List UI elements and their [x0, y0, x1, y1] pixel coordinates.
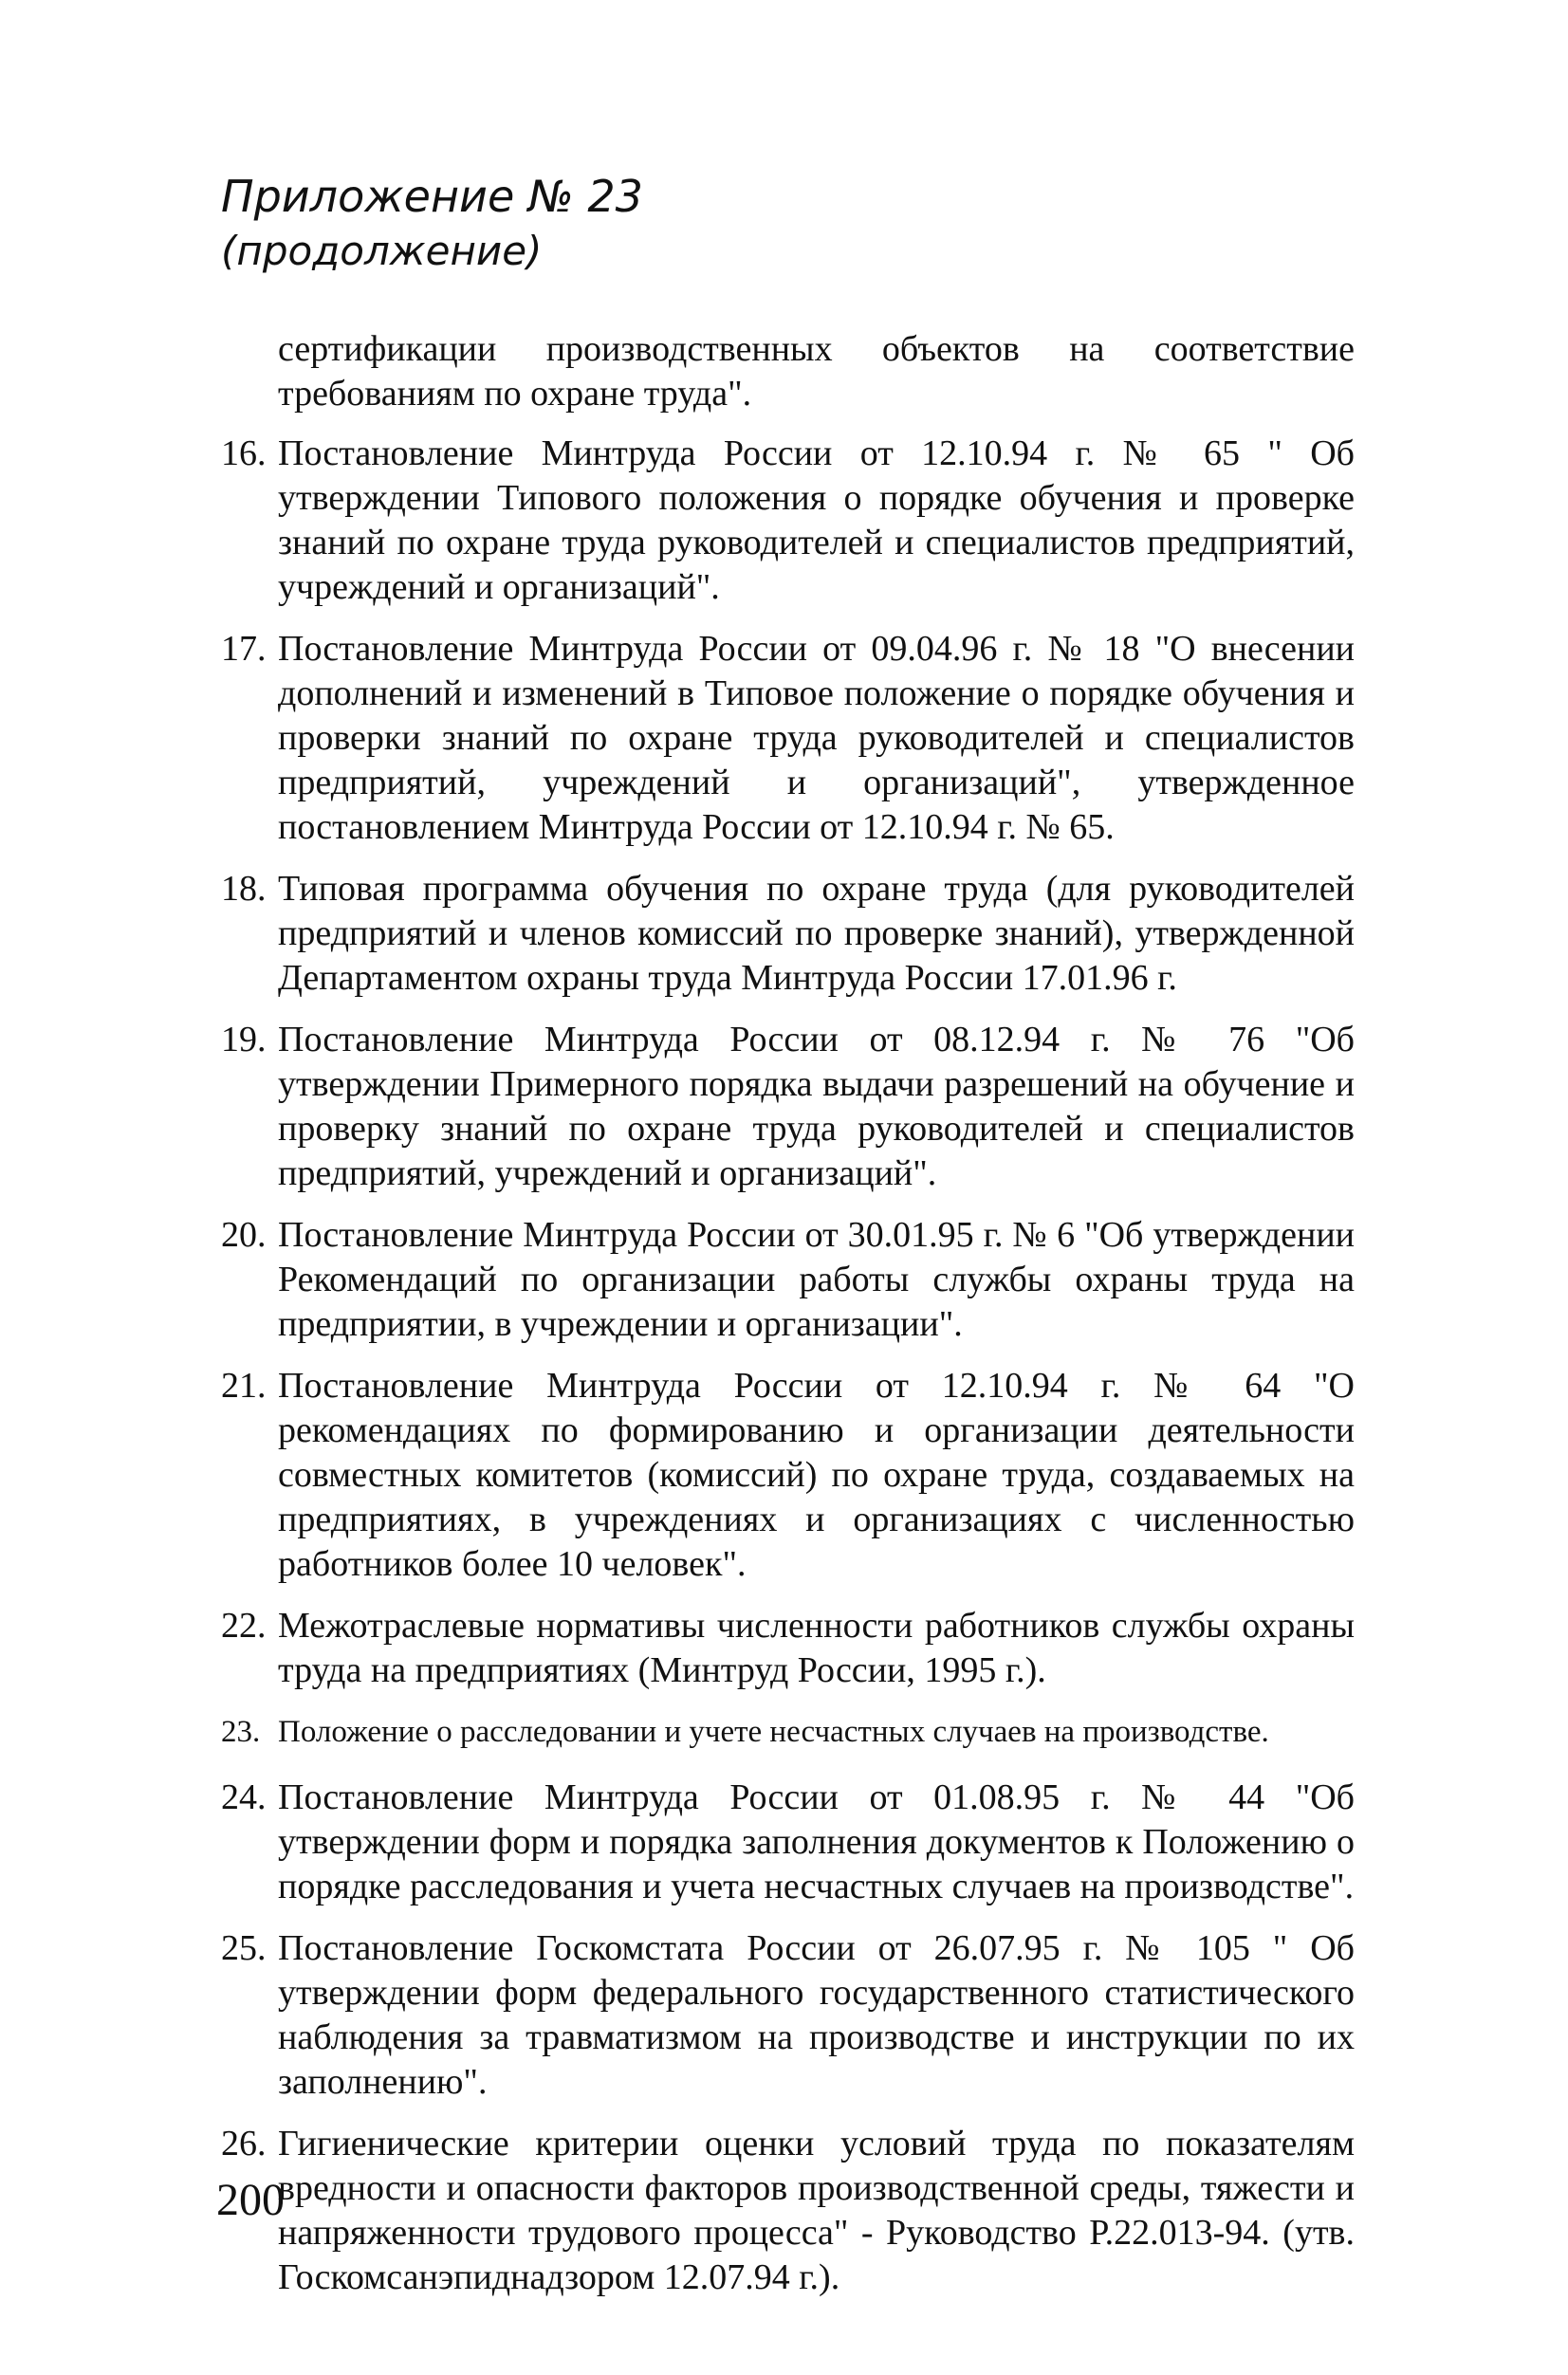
item-number: 25.: [221, 1928, 267, 1968]
list-item-22: [221, 1604, 1355, 1693]
list-item-25: [221, 1926, 1355, 2105]
item-text: Постановление Минтруда России от 09.04.96 г. № 18 "О внесении дополнений и изменений в Типовое положение о порядке обучения и проверки знаний по охране труда руководителей и специалистов предприятий, учреждений и организаций", утвержденное постановлением Минтруда России от 12.10.94 г. № 65.: [278, 629, 1355, 847]
list-item-18: [221, 867, 1355, 1001]
item-text: Постановление Минтруда России от 01.08.95 г. № 44 "Об утверждении форм и порядка заполнения документов к Положению о порядке расследования и учета несчастных случаев на производстве".: [278, 1777, 1355, 1906]
list-item-19: [221, 1018, 1355, 1196]
list-item-21: [221, 1364, 1355, 1587]
item-number: 17.: [221, 629, 267, 669]
item-number: 24.: [221, 1777, 267, 1817]
list-item-23: [221, 1710, 1355, 1755]
item-text: Межотраслевые нормативы численности работников службы охраны труда на предприятиях (Минтруд России, 1995 г.).: [278, 1606, 1355, 1690]
item-number: 18.: [221, 869, 267, 909]
item-number: 16.: [221, 433, 267, 473]
list-item-16: [221, 432, 1355, 610]
item-text: Постановление Госкомстата России от 26.07.95 г. № 105 " Об утверждении форм федерального государственного статистического наблюдения за травматизмом на производстве и инструкции по их заполнению".: [278, 1928, 1355, 2102]
item-text: Постановление Минтруда России от 12.10.94 г. № 65 " Об утверждении Типового положения о порядке обучения и проверке знаний по охране труда руководителей и специалистов предприятий, учреждений и организаций".: [278, 433, 1355, 607]
page-header: [221, 169, 643, 279]
continuation-paragraph: сертификации производственных объектов на соответствие требованиям по охране труда".: [278, 329, 1355, 414]
appendix-subtitle: (продолжение): [221, 228, 543, 274]
item-number: 21.: [221, 1366, 267, 1406]
item-number: 22.: [221, 1606, 267, 1646]
item-text: Типовая программа обучения по охране труда (для руководителей предприятий и членов комиссий по проверке знаний), утвержденной Департаментом охраны труда Минтруда России 17.01.96 г.: [278, 869, 1355, 998]
document-body: [221, 327, 1355, 2317]
item-text: Постановление Минтруда России от 30.01.95 г. № 6 "Об утверждении Рекомендаций по организации работы службы охраны труда на предприятии, в учреждении и организации".: [278, 1215, 1355, 1344]
item-text: Постановление Минтруда России от 08.12.94 г. № 76 "Об утверждении Примерного порядка выдачи разрешений на обучение и проверку знаний по охране труда руководителей и специалистов предприятий, учреждений и организаций".: [278, 1020, 1355, 1193]
list-item-26: [221, 2122, 1355, 2300]
item-text: Постановление Минтруда России от 12.10.94 г. № 64 "О рекомендациях по формированию и организации деятельности совместных комитетов (комиссий) по охране труда, создаваемых на предприятиях, в учреждениях и организациях с численностью работников более 10 человек".: [278, 1366, 1355, 1584]
list-item-20: [221, 1213, 1355, 1347]
page-number: 200: [216, 2175, 285, 2225]
item-text: Гигиенические критерии оценки условий труда по показателям вредности и опасности факторов производственной среды, тяжести и напряженности трудового процесса" - Руководство Р.22.013-94. (утв. Госкомсанэпиднадзором 12.07.94 г.).: [278, 2124, 1355, 2297]
item-number: 20.: [221, 1215, 267, 1255]
list-item-24: [221, 1776, 1355, 1909]
appendix-title: Приложение № 23: [221, 171, 643, 222]
item-number: 23.: [221, 1715, 261, 1749]
item-text: Положение о расследовании и учете несчастных случаев на производстве.: [278, 1715, 1269, 1749]
item-number: 19.: [221, 1020, 267, 1059]
item-number: 26.: [221, 2124, 267, 2163]
list-item-17: [221, 627, 1355, 850]
